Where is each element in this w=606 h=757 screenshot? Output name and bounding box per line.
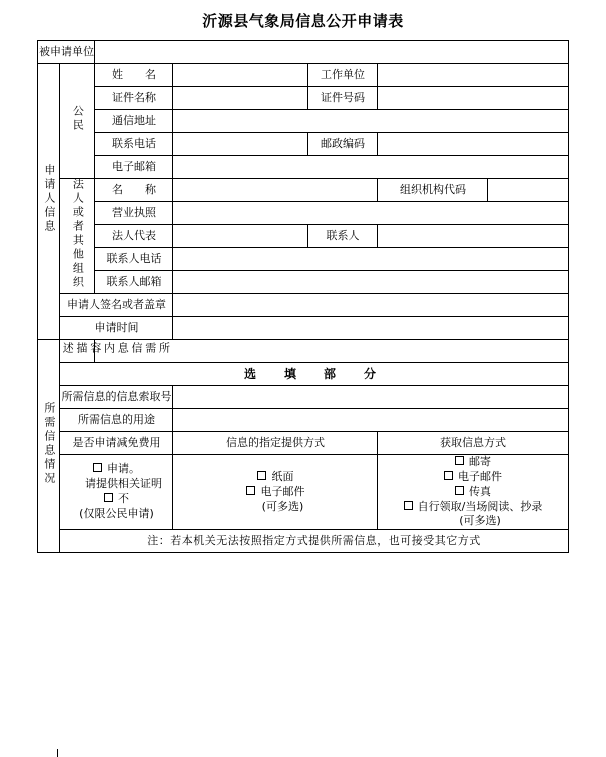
citizen-email-label: 电子邮箱 (95, 156, 173, 179)
provide-option-paper[interactable]: 纸面 (173, 470, 377, 485)
obtain-option-email[interactable]: 电子邮件 (378, 470, 567, 485)
table-row (38, 41, 568, 64)
provide-option-email[interactable]: 电子邮件 (173, 485, 377, 500)
citizen-workunit-label: 工作单位 (308, 64, 378, 87)
page-title: 沂源县气象局信息公开申请表 (202, 12, 404, 30)
table-row (38, 64, 568, 87)
obtain-options-cell (378, 455, 568, 530)
table-row (38, 363, 568, 386)
legal-orgcode-value[interactable] (488, 179, 568, 202)
signature-label: 申请人签名或者盖章 (60, 294, 173, 317)
citizen-email-value[interactable] (173, 156, 568, 179)
citizen-phone-value[interactable] (173, 133, 308, 156)
citizen-postcode-value[interactable] (378, 133, 568, 156)
purpose-value[interactable] (173, 409, 568, 432)
apply-time-label: 申请时间 (60, 317, 173, 340)
applicant-info-label: 申请人信息 (38, 64, 60, 340)
citizen-address-value[interactable] (173, 110, 568, 133)
citizen-label: 公民 (60, 64, 95, 179)
need-info-side-label: 所需信息情况 (38, 340, 60, 553)
index-number-value[interactable] (173, 386, 568, 409)
obtain-option-note: (可多选) (459, 514, 501, 528)
citizen-address-label: 通信地址 (95, 110, 173, 133)
provide-option-note: (可多选) (261, 499, 304, 513)
table-row (38, 156, 568, 179)
fee-options-cell (60, 455, 173, 530)
citizen-idnumber-label: 证件号码 (308, 87, 378, 110)
table-row (38, 179, 568, 202)
checkbox-icon[interactable] (455, 456, 464, 465)
need-info-desc-label: 所需信息内容描述 (60, 340, 95, 363)
table-row (38, 409, 568, 432)
legal-license-value[interactable] (173, 202, 568, 225)
legal-contact-phone-value[interactable] (173, 248, 568, 271)
obtain-option-mail[interactable]: 邮寄 (378, 455, 567, 470)
provide-column-header: 信息的指定提供方式 (173, 432, 378, 455)
obtain-option-fax[interactable]: 传真 (378, 485, 567, 500)
table-row (38, 530, 568, 553)
provide-options-cell (173, 455, 378, 530)
obtain-column-header: 获取信息方式 (378, 432, 568, 455)
fee-option-limit-note: (仅限公民申请) (79, 506, 154, 520)
legal-name-label: 名 称 (95, 179, 173, 202)
form-note: 注：若本机关无法按照指定方式提供所需信息，也可接受其它方式 (60, 530, 568, 553)
checkbox-icon[interactable] (257, 471, 266, 480)
form-page (0, 10, 606, 757)
citizen-idtype-label: 证件名称 (95, 87, 173, 110)
applied-unit-label: 被申请单位 (38, 41, 95, 64)
legal-representative-label: 法人代表 (95, 225, 173, 248)
checkbox-icon[interactable] (246, 486, 255, 495)
table-row (38, 225, 568, 248)
citizen-idtype-value[interactable] (173, 87, 308, 110)
table-row (38, 317, 568, 340)
legal-name-value[interactable] (173, 179, 378, 202)
legal-contact-value[interactable] (378, 225, 568, 248)
legal-orgcode-label: 组织机构代码 (378, 179, 488, 202)
fee-option-apply-note: 请提供相关证明 (84, 477, 162, 491)
applied-unit-value[interactable] (95, 41, 568, 64)
citizen-name-label: 姓 名 (95, 64, 173, 87)
table-row (38, 248, 568, 271)
checkbox-icon[interactable] (444, 471, 453, 480)
page-margin-tick (57, 749, 58, 757)
fee-option-apply[interactable]: 申请。 (60, 462, 172, 477)
fee-column-header: 是否申请减免费用 (60, 432, 173, 455)
table-row (38, 87, 568, 110)
citizen-postcode-label: 邮政编码 (308, 133, 378, 156)
index-number-label: 所需信息的信息索取号 (60, 386, 173, 409)
obtain-option-onsite[interactable]: 自行领取/当场阅读、抄录 (378, 500, 567, 515)
checkbox-icon[interactable] (93, 463, 102, 472)
citizen-workunit-value[interactable] (378, 64, 568, 87)
legal-person-label: 法人或者其他组织 (60, 179, 95, 294)
checkbox-icon[interactable] (404, 501, 413, 510)
signature-value[interactable] (173, 294, 568, 317)
fee-option-no[interactable]: 不 (60, 492, 172, 507)
legal-license-label: 营业执照 (95, 202, 173, 225)
legal-contact-email-label: 联系人邮箱 (95, 271, 173, 294)
apply-time-value[interactable] (173, 317, 568, 340)
legal-contact-email-value[interactable] (173, 271, 568, 294)
table-row (38, 294, 568, 317)
legal-representative-value[interactable] (173, 225, 308, 248)
citizen-name-value[interactable] (173, 64, 308, 87)
citizen-idnumber-value[interactable] (378, 87, 568, 110)
table-row (38, 110, 568, 133)
citizen-phone-label: 联系电话 (95, 133, 173, 156)
information-disclosure-application-form (37, 40, 568, 553)
purpose-label: 所需信息的用途 (60, 409, 173, 432)
optional-section-title: 选 填 部 分 (60, 363, 568, 386)
table-row (38, 271, 568, 294)
table-row (38, 432, 568, 455)
table-row (38, 133, 568, 156)
table-row (38, 386, 568, 409)
table-row (38, 340, 568, 363)
table-row (38, 455, 568, 530)
legal-contact-label: 联系人 (308, 225, 378, 248)
checkbox-icon[interactable] (104, 493, 113, 502)
legal-contact-phone-label: 联系人电话 (95, 248, 173, 271)
table-row (38, 202, 568, 225)
checkbox-icon[interactable] (455, 486, 464, 495)
